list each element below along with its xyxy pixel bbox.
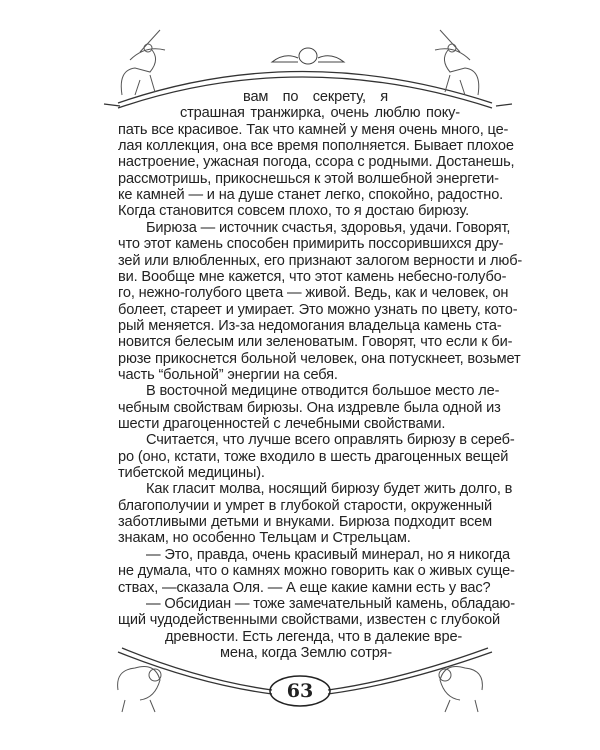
text-line: страшная транжирка, очень люблю поку- xyxy=(180,105,460,122)
text-line: ви. Вообще мне кажется, что этот камень небесно-голубо- xyxy=(118,268,507,285)
page-number: 63 xyxy=(286,680,314,702)
text-line: ро (оно, кстати, тоже входило в шесть драгоценных вещей xyxy=(118,448,509,465)
text-line: пать все красивое. Так что камней у меня очень много, це- xyxy=(118,121,509,138)
text-line: рый меняется. Из-за недомогания владельца камень ста- xyxy=(118,317,502,334)
centaur-archer-icon-right xyxy=(435,30,479,95)
text-line: заботливыми детьми и внуками. Бирюза подходит всем xyxy=(118,514,492,531)
text-line: не думала, что о камнях можно говорить как о живых суще- xyxy=(118,563,515,580)
text-line: Когда становится совсем плохо, то я достаю бирюзу. xyxy=(118,203,470,220)
text-line: тибетской медицины). xyxy=(118,465,265,482)
lion-icon-left xyxy=(118,667,161,713)
text-line: зей или влюбленных, его признают залогом верности и люб- xyxy=(118,252,523,269)
text-line: Считается, что лучше всего оправлять бирюзу в сереб- xyxy=(146,432,515,449)
text-line: го, нежно-голубого цвета — живой. Ведь, как и человек, он xyxy=(118,285,509,302)
text-line: настроение, ужасная погода, ссора с родными. Достанешь, xyxy=(118,154,515,171)
text-line: болеет, стареет и умирает. Это можно узнать по цвету, кото- xyxy=(118,301,518,318)
text-line: Бирюза — источник счастья, здоровья, удачи. Говорят, xyxy=(146,219,511,236)
text-line: рассмотришь, прикоснешься к этой волшебной энергети- xyxy=(118,170,499,187)
text-line: лая коллекция, она все время пополняется. Бывает плохое xyxy=(118,138,514,155)
text-line: ствах, —сказала Оля. — А еще какие камни есть у вас? xyxy=(118,579,491,596)
text-line: щий чудодейственными свойствами, известен с глубокой xyxy=(118,612,500,629)
text-line: новится белесым или зеленоватым. Говорят, что если к би- xyxy=(118,334,513,351)
centaur-archer-icon-left xyxy=(121,30,165,95)
text-line: часть “больной” энергии на себя. xyxy=(118,366,338,383)
lion-icon-right xyxy=(439,667,482,713)
text-line: — Это, правда, очень красивый минерал, но я никогда xyxy=(146,546,511,563)
text-line: знакам, но особенно Тельцам и Стрельцам. xyxy=(118,530,411,547)
text-line: — Обсидиан — тоже замечательный камень, обладаю- xyxy=(146,595,515,612)
text-line: шести драгоценностей с лечебными свойствами. xyxy=(118,416,446,432)
text-line: древности. Есть легенда, что в далекие вре- xyxy=(165,628,463,645)
text-line: чебным свойствам бирюзы. Она издревле была одной из xyxy=(118,399,501,416)
text-line: Как гласит молва, носящий бирюзу будет жить долго, в xyxy=(146,481,513,498)
text-line: вам по секрету, я xyxy=(243,89,388,105)
text-line: что этот камень способен примирить поссорившихся дру- xyxy=(118,236,504,253)
text-line: рюзе прикоснется больной человек, она потускнеет, возьмет xyxy=(118,350,521,367)
text-line: ке камней — и на душе станет легко, спокойно, радостно. xyxy=(118,187,504,204)
cherub-icon xyxy=(272,48,344,64)
text-line: благополучии и умрет в глубокой старости, окруженный xyxy=(118,497,492,514)
text-line: В восточной медицине отводится большое место ле- xyxy=(146,383,500,400)
text-line: мена, когда Землю сотря- xyxy=(220,644,392,661)
